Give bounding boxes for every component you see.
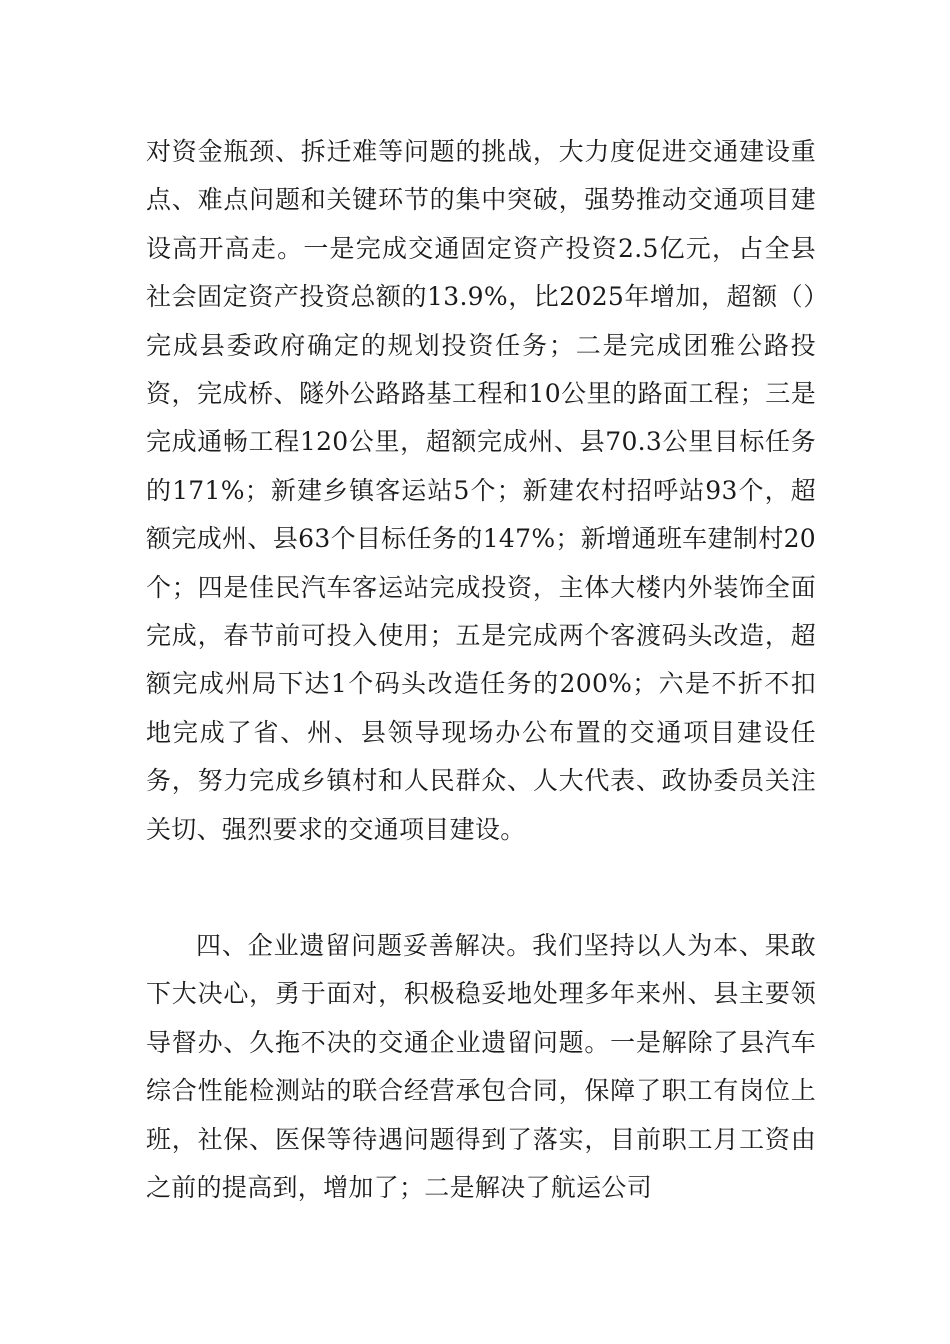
body-paragraph-transport-projects: 对资金瓶颈、拆迁难等问题的挑战，大力度促进交通建设重点、难点问题和关键环节的集中突破，强势推动交通项目建设高开高走。一是完成交通固定资产投资2.5亿元，占全县社会固定资产投资总额的13.9%，比2025年增加，超额（）完成县委政府确定的规划投资任务；二是完成团雅公路投资，完成桥、隧外公路路基工程和10公里的路面工程；三是完成通畅工程120公里，超额完成州、县70.3公里目标任务的171%；新建乡镇客运站5个；新建农村招呼站93个，超额完成州、县63个目标任务的147%；新增通班车建制村20个；四是佳民汽车客运站完成投资，主体大楼内外装饰全面完成，春节前可投入使用；五是完成两个客渡码头改造，超额完成州局下达1个码头改造任务的200%；六是不折不扣地完成了省、州、县领导现场办公布置的交通项目建设任务，努力完成乡镇村和人民群众、人大代表、政协委员关注关切、强烈要求的交通项目建设。 — [146, 137, 816, 844]
body-paragraph-enterprise-issues: 四、企业遗留问题妥善解决。我们坚持以人为本、果敢下大决心，勇于面对，积极稳妥地处理多年来州、县主要领导督办、久拖不决的交通企业遗留问题。一是解除了县汽车综合性能检测站的联合经营承包合同，保障了职工有岗位上班，社保、医保等待遇问题得到了落实，目前职工月工资由之前的提高到，增加了；二是解决了航运公司 — [146, 931, 816, 1203]
